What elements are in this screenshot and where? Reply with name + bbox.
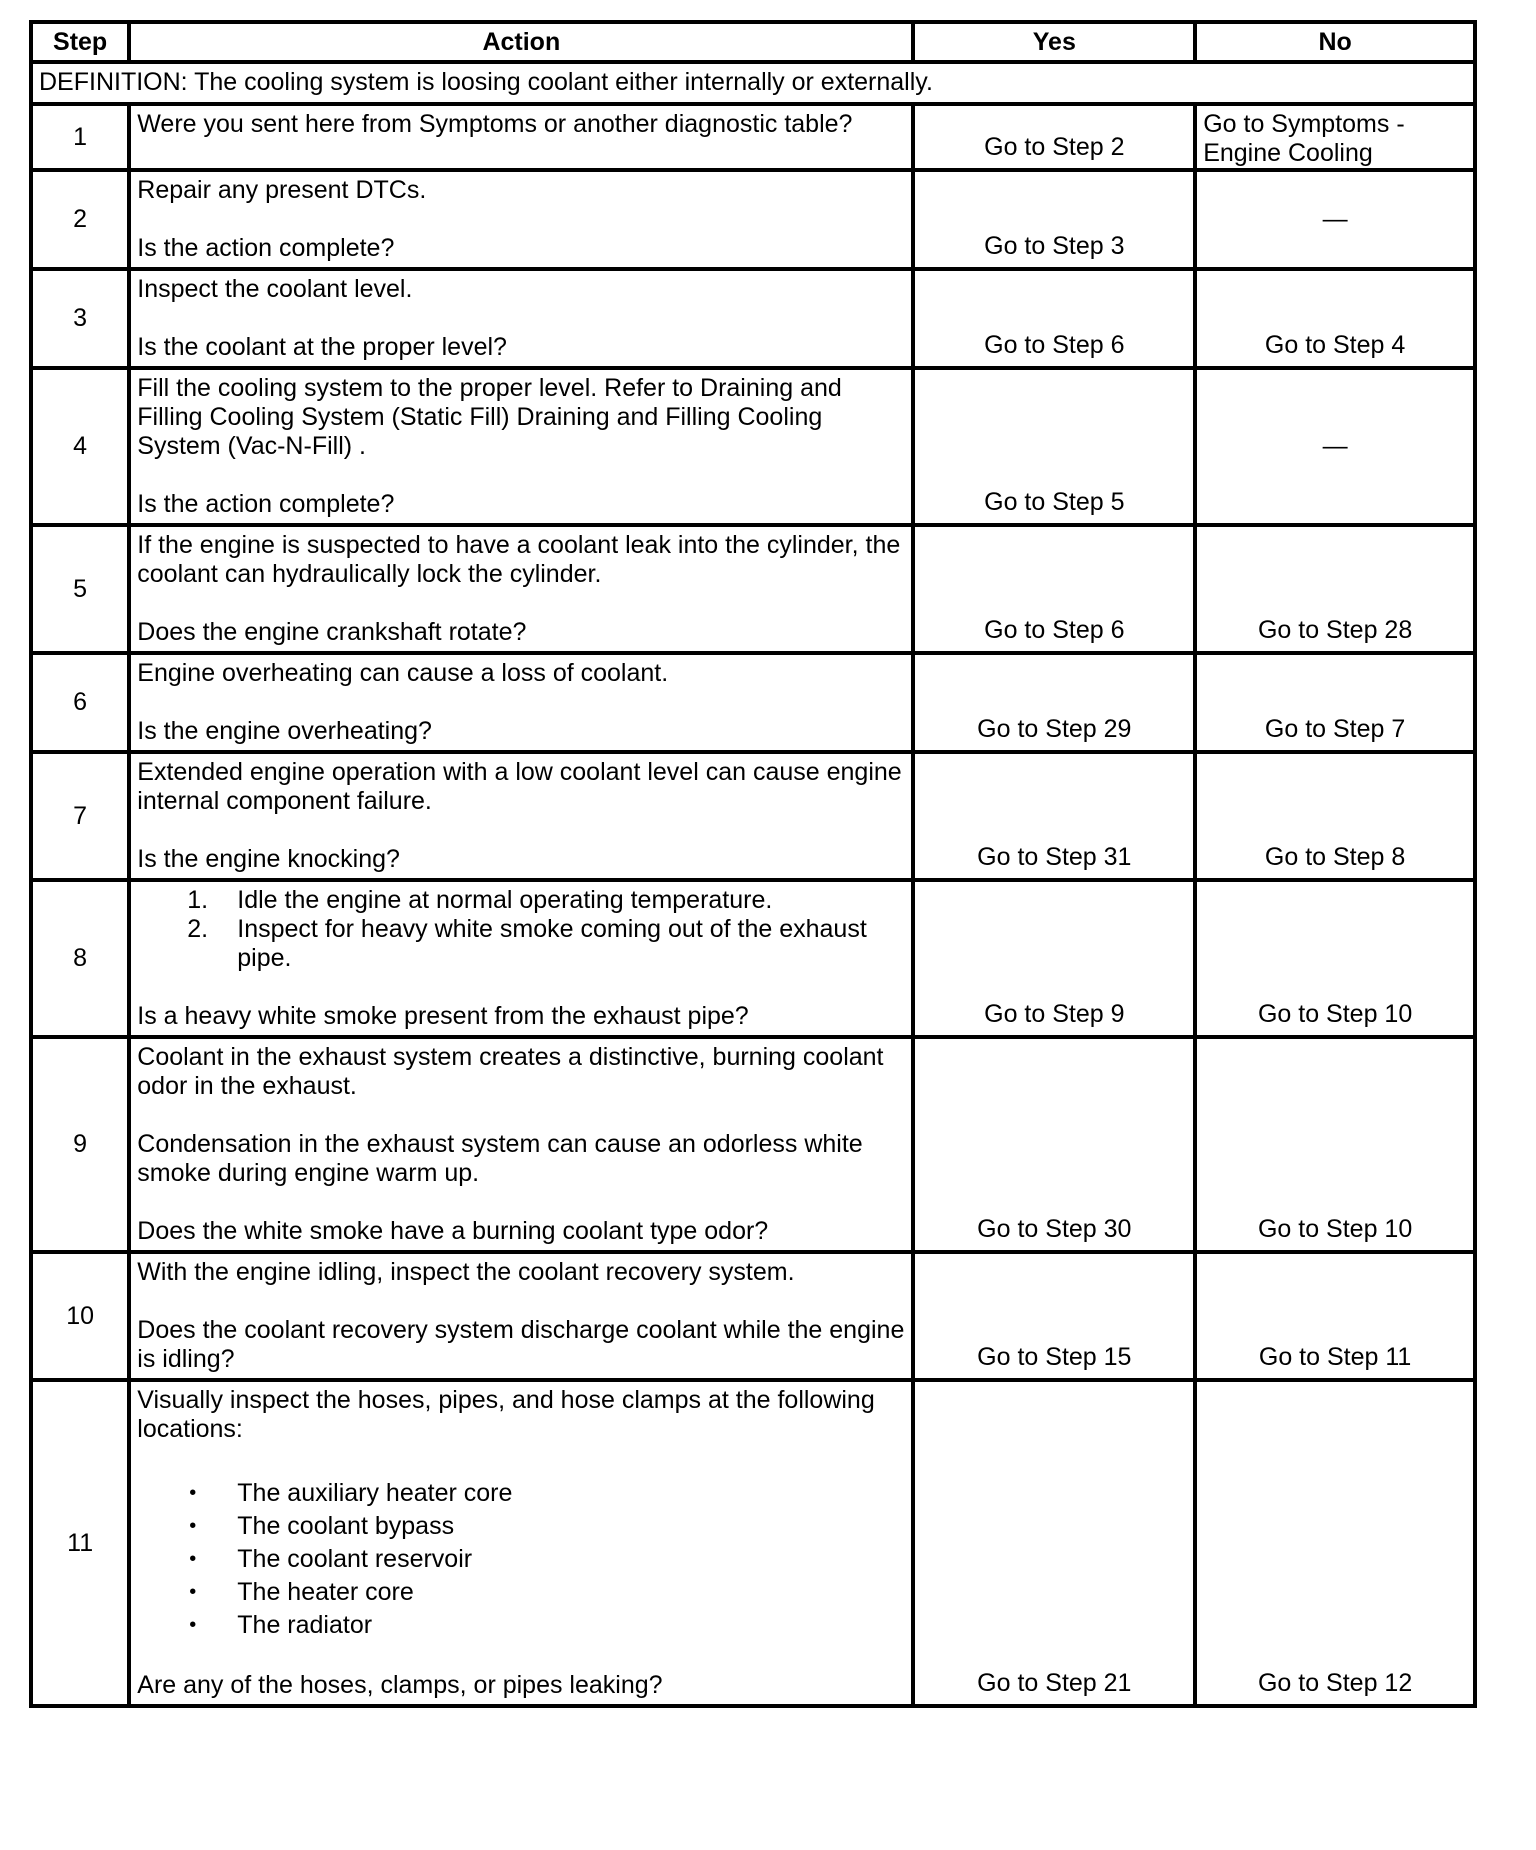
substep-number: 2.	[187, 915, 209, 943]
action-question: Is the engine overheating?	[137, 717, 432, 745]
action-text: With the engine idling, inspect the coolant recovery system.	[137, 1258, 795, 1286]
action-question: Is the action complete?	[137, 490, 395, 518]
action-question: Does the engine crankshaft rotate?	[137, 618, 527, 646]
action-text: Were you sent here from Symptoms or another diagnostic table?	[137, 110, 853, 138]
no-cell: Go to Step 8	[1195, 752, 1475, 880]
list-item	[137, 1543, 905, 1576]
bullet-icon: •	[189, 1515, 197, 1537]
step-number: 8	[31, 880, 129, 1037]
location-text: The coolant bypass	[237, 1512, 455, 1540]
step-number: 11	[31, 1380, 129, 1706]
action-cell	[129, 653, 913, 752]
diagnostic-table	[29, 20, 1477, 1708]
action-question: Is the coolant at the proper level?	[137, 333, 507, 361]
header-step: Step	[31, 22, 129, 62]
step-number: 3	[31, 269, 129, 368]
header-yes: Yes	[913, 22, 1195, 62]
location-text: The coolant reservoir	[237, 1545, 473, 1573]
yes-cell: Go to Step 31	[913, 752, 1195, 880]
no-cell: Go to Step 10	[1195, 880, 1475, 1037]
definition-text: DEFINITION: The cooling system is loosing coolant either internally or externally.	[31, 62, 1475, 104]
action-cell	[129, 1037, 913, 1252]
bullet-icon: •	[189, 1482, 197, 1504]
action-text: Engine overheating can cause a loss of coolant.	[137, 659, 669, 687]
substep-text: Inspect for heavy white smoke coming out of the exhaust pipe.	[237, 915, 867, 972]
action-question: Does the coolant recovery system discharge coolant while the engine is idling?	[137, 1316, 905, 1373]
list-item	[137, 1576, 905, 1609]
substep-number: 1.	[187, 886, 209, 914]
table-row	[31, 170, 1475, 269]
action-text: Visually inspect the hoses, pipes, and hose clamps at the following locations:	[137, 1386, 875, 1443]
header-action: Action	[129, 22, 913, 62]
table-row	[31, 1037, 1475, 1252]
header-no: No	[1195, 22, 1475, 62]
step-number: 9	[31, 1037, 129, 1252]
table-row	[31, 368, 1475, 525]
yes-cell: Go to Step 30	[913, 1037, 1195, 1252]
bullet-icon: •	[189, 1548, 197, 1570]
action-cell	[129, 170, 913, 269]
action-text: Extended engine operation with a low coolant level can cause engine internal component failure.	[137, 758, 902, 815]
yes-cell: Go to Step 29	[913, 653, 1195, 752]
action-text: Fill the cooling system to the proper level. Refer to Draining and Filling Cooling System (Static Fill) Draining and Filling Cooling System (Vac-N-Fill) .	[137, 374, 842, 460]
table-row	[31, 1252, 1475, 1380]
action-question: Are any of the hoses, clamps, or pipes leaking?	[137, 1671, 663, 1699]
table-row	[31, 653, 1475, 752]
step-number: 4	[31, 368, 129, 525]
no-cell: Go to Step 12	[1195, 1380, 1475, 1706]
yes-cell: Go to Step 6	[913, 269, 1195, 368]
table-row	[31, 880, 1475, 1037]
substep-text: Idle the engine at normal operating temperature.	[237, 886, 773, 914]
bullet-icon: •	[189, 1581, 197, 1603]
bullet-icon: •	[189, 1614, 197, 1636]
action-text: If the engine is suspected to have a coolant leak into the cylinder, the coolant can hydraulically lock the cylinder.	[137, 531, 901, 588]
action-text-2: Condensation in the exhaust system can cause an odorless white smoke during engine warm up.	[137, 1130, 863, 1187]
list-item	[137, 1609, 905, 1642]
step-number: 6	[31, 653, 129, 752]
action-question: Is a heavy white smoke present from the exhaust pipe?	[137, 1002, 749, 1030]
no-cell: Go to Step 11	[1195, 1252, 1475, 1380]
step-number: 10	[31, 1252, 129, 1380]
no-cell: Go to Symptoms - Engine Cooling	[1195, 104, 1475, 170]
action-cell	[129, 368, 913, 525]
action-cell	[129, 880, 913, 1037]
step-number: 7	[31, 752, 129, 880]
yes-cell: Go to Step 2	[913, 104, 1195, 170]
yes-cell: Go to Step 3	[913, 170, 1195, 269]
table-row	[31, 269, 1475, 368]
list-item	[137, 1510, 905, 1543]
action-text: Inspect the coolant level.	[137, 275, 413, 303]
definition-row	[31, 62, 1475, 104]
location-text: The auxiliary heater core	[237, 1479, 513, 1507]
yes-cell: Go to Step 21	[913, 1380, 1195, 1706]
no-cell: Go to Step 10	[1195, 1037, 1475, 1252]
substep-list	[137, 886, 905, 973]
action-question: Does the white smoke have a burning coolant type odor?	[137, 1217, 769, 1245]
table-row	[31, 104, 1475, 170]
step-number: 5	[31, 525, 129, 653]
header-row	[31, 22, 1475, 62]
no-cell: Go to Step 7	[1195, 653, 1475, 752]
action-text: Coolant in the exhaust system creates a distinctive, burning coolant odor in the exhaust.	[137, 1043, 884, 1100]
location-text: The radiator	[237, 1611, 373, 1639]
no-cell: Go to Step 4	[1195, 269, 1475, 368]
list-item	[137, 1477, 905, 1510]
yes-cell: Go to Step 15	[913, 1252, 1195, 1380]
action-cell	[129, 525, 913, 653]
action-cell	[129, 104, 913, 170]
action-question: Is the engine knocking?	[137, 845, 400, 873]
step-number: 1	[31, 104, 129, 170]
action-cell	[129, 1380, 913, 1706]
yes-cell: Go to Step 9	[913, 880, 1195, 1037]
action-cell	[129, 269, 913, 368]
action-cell	[129, 1252, 913, 1380]
action-question: Is the action complete?	[137, 234, 395, 262]
location-text: The heater core	[237, 1578, 414, 1606]
table-row	[31, 525, 1475, 653]
yes-cell: Go to Step 6	[913, 525, 1195, 653]
list-item	[137, 886, 905, 915]
yes-cell: Go to Step 5	[913, 368, 1195, 525]
list-item	[137, 915, 905, 973]
no-cell: —	[1195, 170, 1475, 269]
no-cell: Go to Step 28	[1195, 525, 1475, 653]
action-cell	[129, 752, 913, 880]
action-text: Repair any present DTCs.	[137, 176, 427, 204]
step-number: 2	[31, 170, 129, 269]
location-list	[137, 1477, 905, 1642]
no-cell: —	[1195, 368, 1475, 525]
table-row	[31, 1380, 1475, 1706]
table-row	[31, 752, 1475, 880]
